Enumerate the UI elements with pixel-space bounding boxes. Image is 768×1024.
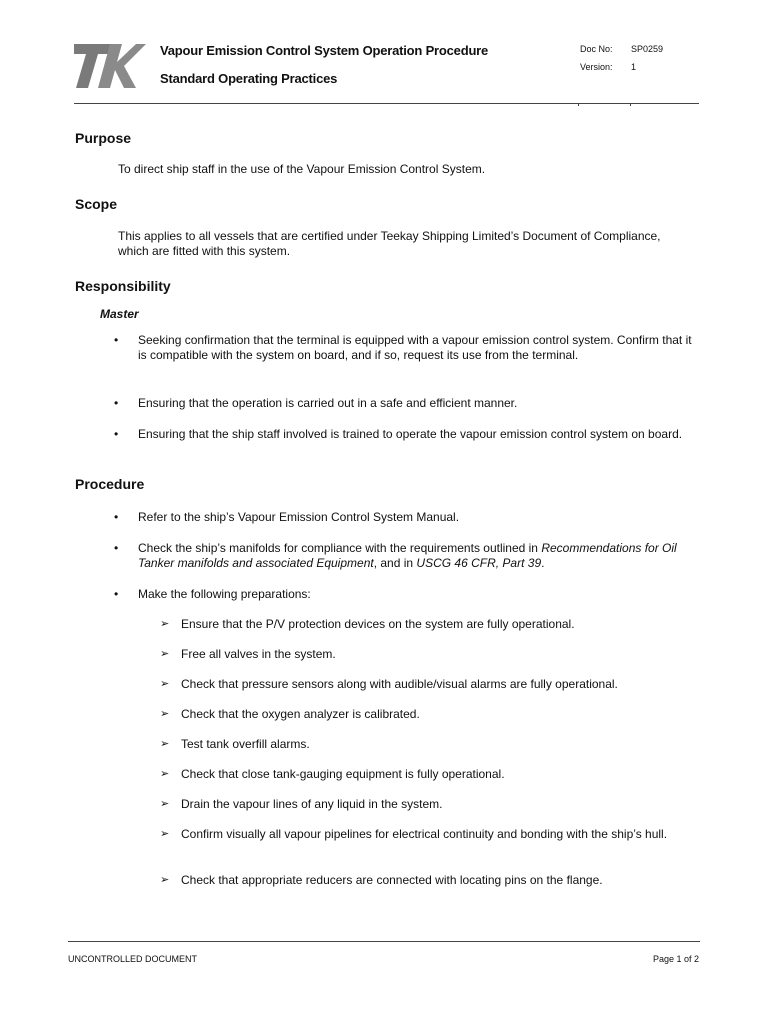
preparation-item-text: Ensure that the P/V protection devices on the system are fully operational. xyxy=(181,617,575,631)
bullet-icon: • xyxy=(114,396,119,410)
scope-heading: Scope xyxy=(75,196,118,212)
procedure-item-text: Make the following preparations: xyxy=(138,587,311,601)
arrow-bullet-icon: ➢ xyxy=(160,768,170,780)
header-divider-tick xyxy=(578,103,579,106)
header-divider xyxy=(74,103,699,104)
procedure-item-text-part: , and in xyxy=(373,556,417,570)
header-divider-tick xyxy=(630,103,631,106)
procedure-item-text: Refer to the ship’s Vapour Emission Control System Manual. xyxy=(138,510,460,524)
purpose-text: To direct ship staff in the use of the Vapour Emission Control System. xyxy=(118,162,486,176)
master-subheading: Master xyxy=(100,307,139,321)
doc-no-label: Doc No: xyxy=(580,44,613,54)
procedure-item-text-part: . xyxy=(541,556,545,570)
bullet-icon: • xyxy=(114,427,119,441)
page-number: Page 1 of 2 xyxy=(652,954,699,964)
preparation-item-text: Check that pressure sensors along with audible/visual alarms are fully operational. xyxy=(181,677,618,691)
preparation-item-text: Check that appropriate reducers are connected with locating pins on the flange. xyxy=(181,873,603,887)
responsibility-item-text: Seeking confirmation that the terminal is equipped with a vapour emission control system. Confirm that it is compatible with the system on board, and if so, request its use from the terminal. xyxy=(138,333,692,362)
preparation-item-text: Drain the vapour lines of any liquid in the system. xyxy=(181,797,443,811)
arrow-bullet-icon: ➢ xyxy=(160,678,170,690)
bullet-icon: • xyxy=(114,541,119,555)
purpose-heading: Purpose xyxy=(75,130,132,146)
preparation-item-text: Check that close tank-gauging equipment is fully operational. xyxy=(181,767,505,781)
version-value: 1 xyxy=(631,62,637,72)
responsibility-item-text: Ensuring that the operation is carried out in a safe and efficient manner. xyxy=(138,396,518,410)
doc-no-value: SP0259 xyxy=(631,44,664,54)
document-subtitle: Standard Operating Practices xyxy=(160,71,338,86)
bullet-icon: • xyxy=(114,510,119,524)
procedure-heading: Procedure xyxy=(75,476,145,492)
regulation-reference: USCG 46 CFR, Part 39 xyxy=(416,556,542,570)
arrow-bullet-icon: ➢ xyxy=(160,648,170,660)
scope-text: This applies to all vessels that are certified under Teekay Shipping Limited’s Document of Compliance, which are fitted with this system. xyxy=(118,229,661,258)
arrow-bullet-icon: ➢ xyxy=(160,874,170,886)
footer-divider xyxy=(68,941,700,942)
bullet-icon: • xyxy=(114,333,119,347)
version-label: Version: xyxy=(580,62,613,72)
bullet-icon: • xyxy=(114,587,119,601)
preparation-item-text: Free all valves in the system. xyxy=(181,647,336,661)
footer-document-status: UNCONTROLLED DOCUMENT xyxy=(68,954,198,964)
responsibility-item-text: Ensuring that the ship staff involved is trained to operate the vapour emission control system on board. xyxy=(138,427,683,441)
arrow-bullet-icon: ➢ xyxy=(160,798,170,810)
procedure-item-text xyxy=(138,541,698,571)
preparation-item-text: Check that the oxygen analyzer is calibrated. xyxy=(181,707,420,721)
teekay-logo xyxy=(74,42,146,90)
arrow-bullet-icon: ➢ xyxy=(160,738,170,750)
preparation-item-text: Test tank overfill alarms. xyxy=(181,737,310,751)
procedure-item-text-part: Check the ship’s manifolds for compliance with the requirements outlined in xyxy=(138,541,542,555)
document-title: Vapour Emission Control System Operation Procedure xyxy=(160,43,489,58)
reference-title: Recommendations for Oil Tanker manifolds and associated Equipment xyxy=(138,541,677,570)
arrow-bullet-icon: ➢ xyxy=(160,828,170,840)
arrow-bullet-icon: ➢ xyxy=(160,708,170,720)
preparation-item-text: Confirm visually all vapour pipelines for electrical continuity and bonding with the ship’s hull. xyxy=(181,827,668,841)
arrow-bullet-icon: ➢ xyxy=(160,618,170,630)
responsibility-heading: Responsibility xyxy=(75,278,171,294)
